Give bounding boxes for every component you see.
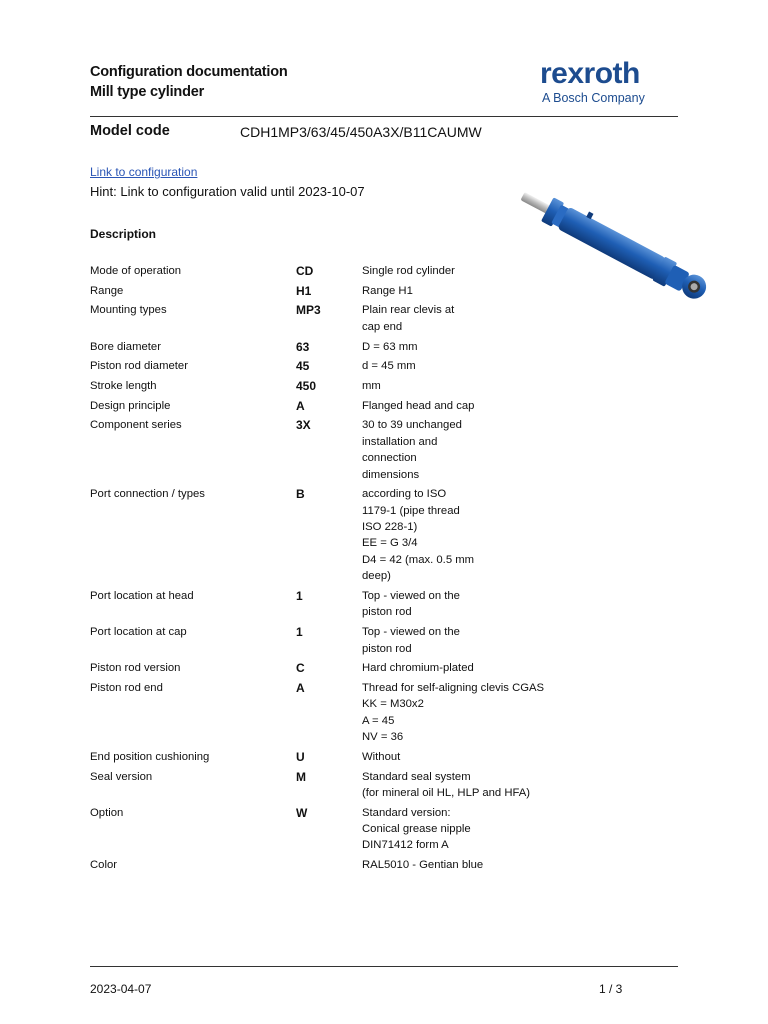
spec-row — [90, 769, 590, 802]
spec-row — [90, 805, 590, 854]
spec-description: Thread for self-aligning clevis CGAS KK = M30x2 A = 45 NV = 36 — [362, 681, 545, 744]
spec-row — [90, 339, 590, 355]
spec-code: CD — [296, 264, 314, 278]
spec-row — [90, 283, 590, 299]
spec-description: Top - viewed on the piston rod — [362, 626, 460, 655]
logo-wordmark: rexroth — [540, 57, 640, 90]
spec-code: 1 — [296, 588, 303, 603]
spec-description: mm — [362, 379, 381, 392]
footer-divider — [90, 966, 678, 967]
footer-page-number: 1 / 3 — [599, 982, 623, 996]
spec-label: Mode of operation — [90, 265, 182, 277]
spec-row — [90, 398, 590, 414]
spec-code: A — [296, 398, 305, 413]
footer-date: 2023-04-07 — [90, 982, 152, 996]
spec-description: Flanged head and cap — [362, 399, 475, 412]
spec-row — [90, 680, 590, 746]
spec-description: according to ISO 1179-1 (pipe thread ISO 228-1) EE = G 3/4 D4 = 42 (max. 0.5 mm deep) — [362, 488, 475, 583]
spec-row — [90, 263, 590, 279]
spec-label: Mounting types — [90, 304, 167, 317]
spec-description: 30 to 39 unchanged installation and connection dimensions — [362, 419, 462, 481]
spec-code: A — [296, 680, 305, 695]
spec-label: Design principle — [90, 399, 171, 412]
spec-label: Stroke length — [90, 379, 157, 392]
spec-code: C — [296, 661, 305, 676]
model-code-label: Model code — [90, 123, 170, 139]
spec-row — [90, 417, 590, 483]
spec-row — [90, 857, 590, 873]
spec-label: Option — [90, 806, 124, 819]
spec-code: 45 — [296, 359, 310, 374]
spec-label: Port connection / types — [90, 488, 205, 501]
logo-subtitle: A Bosch Company — [542, 91, 645, 105]
spec-row — [90, 660, 590, 676]
spec-code: 1 — [296, 625, 303, 640]
header-divider — [90, 116, 678, 117]
spec-description: Range H1 — [362, 284, 413, 297]
spec-label: Bore diameter — [90, 340, 161, 353]
rexroth-logo — [540, 58, 666, 105]
spec-code: 450 — [296, 378, 317, 393]
spec-code: M — [296, 769, 306, 784]
document-title — [90, 62, 288, 102]
spec-description: Single rod cylinder — [362, 265, 455, 277]
document-title-line2: Mill type cylinder — [90, 84, 205, 100]
configuration-link[interactable]: Link to configuration — [90, 165, 198, 179]
spec-description: RAL5010 - Gentian blue — [362, 859, 484, 872]
spec-code: U — [296, 749, 305, 764]
model-code-value: CDH1MP3/63/45/450A3X/B11CAUMW — [240, 124, 482, 140]
spec-row — [90, 749, 590, 765]
spec-label: Seal version — [90, 770, 153, 783]
spec-description: D = 63 mm — [362, 340, 418, 353]
spec-code: 63 — [296, 339, 310, 354]
description-heading: Description — [90, 227, 157, 241]
spec-label: Port location at cap — [90, 626, 187, 639]
spec-description: Standard version: Conical grease nipple DIN71412 form A — [362, 806, 471, 852]
spec-code — [296, 857, 362, 873]
spec-label: Piston rod version — [90, 662, 181, 675]
spec-code: MP3 — [296, 303, 321, 318]
spec-label: End position cushioning — [90, 750, 210, 763]
spec-description: d = 45 mm — [362, 360, 416, 373]
spec-description: Hard chromium-plated — [362, 662, 474, 675]
spec-description: Without — [362, 750, 401, 763]
spec-row — [90, 302, 590, 335]
spec-code: W — [296, 805, 308, 820]
spec-label: Port location at head — [90, 589, 194, 602]
spec-description: Plain rear clevis at cap end — [362, 304, 455, 333]
spec-description: Top - viewed on the piston rod — [362, 589, 460, 619]
spec-label: Color — [90, 859, 117, 872]
spec-label: Piston rod diameter — [90, 360, 188, 373]
spec-row — [90, 588, 590, 621]
link-validity-hint: Hint: Link to configuration valid until 2023-10-07 — [90, 184, 365, 199]
specification-table — [90, 263, 590, 877]
spec-code: 3X — [296, 418, 311, 433]
spec-code: H1 — [296, 283, 312, 298]
spec-row — [90, 624, 590, 657]
spec-description: Standard seal system (for mineral oil HL, HLP and HFA) — [362, 770, 531, 799]
document-title-line1: Configuration documentation — [90, 64, 288, 80]
spec-row — [90, 358, 590, 374]
spec-label: Component series — [90, 419, 182, 432]
spec-row — [90, 486, 590, 584]
spec-row — [90, 378, 590, 394]
spec-code: B — [296, 487, 305, 502]
spec-label: Piston rod end — [90, 681, 163, 694]
spec-label: Range — [90, 284, 124, 297]
